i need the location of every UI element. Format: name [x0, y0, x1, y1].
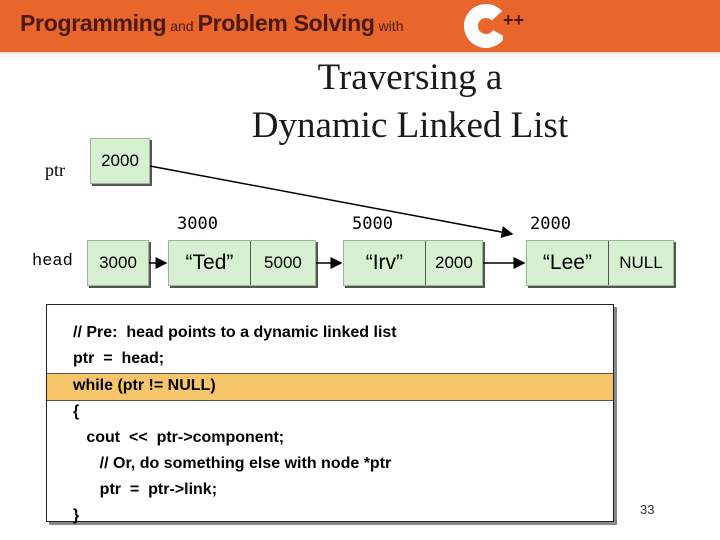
node-component: “Ted”: [185, 251, 234, 274]
node-component: “Irv”: [365, 251, 404, 274]
node-link: 2000: [425, 241, 482, 285]
node-address: 5000: [352, 214, 393, 234]
code-line-advance: ptr = ptr->link;: [73, 481, 218, 498]
node-component: “Lee”: [542, 251, 592, 274]
code-line-comment: // Or, do something else with node *ptr: [73, 455, 392, 472]
cpp-logo-plus: ++: [503, 10, 525, 30]
code-line-assign-head: ptr = head;: [73, 350, 165, 367]
ptr-arrow: [150, 166, 512, 234]
title-line-1: Traversing a: [317, 57, 503, 98]
head-label: head: [32, 252, 73, 271]
ptr-value: 2000: [101, 151, 139, 170]
node-address: 2000: [530, 214, 571, 234]
code-line-while: while (ptr != NULL): [73, 377, 216, 394]
node-link: 5000: [250, 241, 315, 285]
head-value: 3000: [99, 253, 137, 272]
code-panel: [46, 304, 614, 522]
code-line-cout: cout << ptr->component;: [73, 429, 285, 446]
ptr-label: ptr: [45, 160, 65, 180]
code-line-open-brace: {: [73, 403, 80, 420]
banner-word-and: and: [170, 18, 194, 34]
code-line-close-brace: }: [73, 507, 80, 524]
banner-word-problem-solving: Problem Solving: [197, 10, 375, 36]
node-address: 3000: [177, 214, 218, 234]
banner-word-programming: Programming: [20, 10, 167, 36]
banner-word-with: with: [378, 18, 404, 34]
title-line-2: Dynamic Linked List: [251, 105, 569, 146]
slide-number: 33: [640, 502, 655, 517]
node-link: NULL: [608, 241, 673, 285]
code-line-precondition: // Pre: head points to a dynamic linked list: [73, 324, 397, 341]
